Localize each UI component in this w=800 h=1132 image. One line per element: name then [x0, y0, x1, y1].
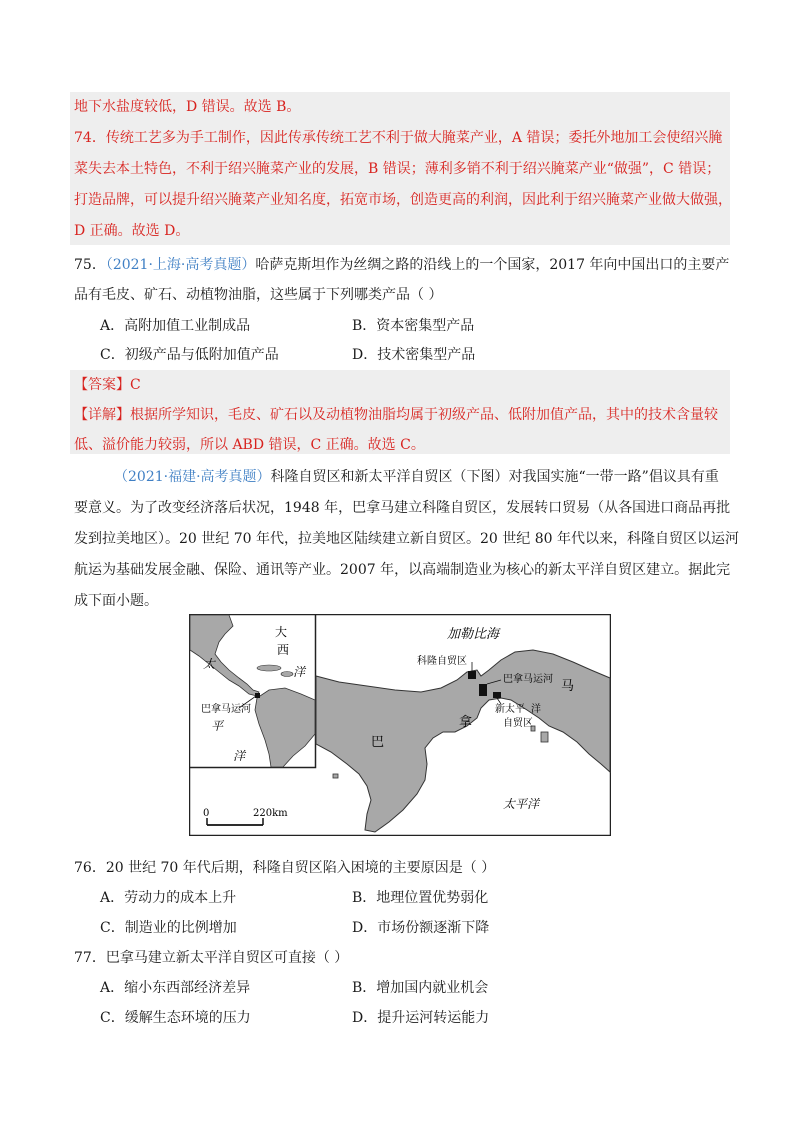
q75-option-c: C．初级产品与低附加值产品 — [100, 347, 279, 363]
label-panama-canal: 巴拿马运河 — [503, 674, 553, 685]
passage-line-1 — [114, 466, 719, 486]
passage-line-3: 发到拉美地区）。20 世纪 70 年代，拉美地区陆续建立新自贸区。20 世纪 80 年代以来，科隆自贸区以运河 — [74, 531, 739, 547]
panama-map — [189, 614, 611, 836]
passage-source: （2021·福建·高考真题） — [114, 469, 271, 485]
label-new-pacific-2: 洋 — [531, 704, 541, 715]
label-pa: 巴 — [371, 735, 385, 750]
q75-stem-line-1 — [74, 254, 729, 274]
inset-label-canal: 巴拿马运河 — [201, 704, 251, 715]
label-caribbean-sea: 加勒比海 — [447, 627, 500, 642]
label-pacific-ocean: 太平洋 — [503, 797, 540, 811]
canal-marker — [479, 684, 487, 696]
inset-label-yang-2: 洋 — [233, 749, 246, 763]
q75-option-a: A．高附加值工业制成品 — [100, 318, 251, 334]
q76-option-a: A．劳动力的成本上升 — [100, 890, 237, 906]
detail-label: 【详解】 — [74, 407, 130, 423]
label-new-pacific-3: 自贸区 — [503, 718, 533, 729]
passage-text: 科隆自贸区和新太平洋自贸区（下图）对我国实施“一带一路”倡议具有重 — [270, 469, 719, 485]
label-ma: 马 — [561, 679, 575, 694]
inset-label-da: 大 — [275, 625, 288, 639]
label-colon-ftz: 科隆自贸区 — [417, 656, 467, 667]
answer-value: C — [130, 377, 141, 393]
inset-label-ping: 平 — [211, 719, 224, 733]
q74-line-2: 菜失去本土特色，不利于绍兴腌菜产业的发展，B 错误；薄利多销不利于绍兴腌菜产业“做强”，C 错误； — [74, 161, 721, 177]
q75-source: （2021·上海·高考真题） — [105, 257, 256, 273]
q75-option-d: D．技术密集型产品 — [352, 347, 476, 363]
q75-answer — [74, 374, 141, 394]
inset-map — [190, 615, 316, 768]
passage-line-5: 成下面小题。 — [74, 593, 158, 609]
inset-label-yang-1: 洋 — [293, 665, 306, 679]
q75-option-b: B．资本密集型产品 — [352, 318, 475, 334]
inset-label-tai: 太 — [203, 657, 216, 671]
q75-stem: 哈萨克斯坦作为丝绸之路的沿线上的一个国家，2017 年向中国出口的主要产 — [255, 257, 730, 273]
q74-line-4: D 正确。故选 D。 — [74, 223, 190, 239]
scale-zero: 0 — [203, 808, 210, 819]
q77-stem: 77．巴拿马建立新太平洋自贸区可直接（ ） — [74, 950, 349, 966]
new-pacific-ftz-marker — [493, 692, 501, 698]
q77-option-b: B．增加国内就业机会 — [352, 980, 489, 996]
q76-option-b: B．地理位置优势弱化 — [352, 890, 489, 906]
answer-73-tail: 地下水盐度较低，D 错误。故选 B。 — [74, 99, 301, 115]
colon-ftz-marker — [468, 671, 476, 679]
passage-line-4: 航运为基础发展金融、保险、通讯等产业。2007 年，以高端制造业为核心的新太平洋自贸区建立。据此完 — [74, 562, 731, 578]
q77-option-c: C．缓解生态环境的压力 — [100, 1010, 251, 1026]
q76-option-c: C．制造业的比例增加 — [100, 920, 237, 936]
q75-detail-line-1 — [74, 404, 718, 424]
inset-label-xi: 西 — [277, 643, 290, 657]
label-na: 拿 — [459, 715, 473, 730]
passage-line-2: 要意义。为了改变经济落后状况，1948 年，巴拿马建立科隆自贸区，发展转口贸易（从各国进口商品再批 — [74, 500, 731, 516]
q77-option-a: A．缩小东西部经济差异 — [100, 980, 251, 996]
panama-map-svg — [189, 614, 611, 836]
label-new-pacific-1: 新太平 — [495, 704, 525, 715]
q75-number: 75． — [74, 257, 106, 273]
q75-stem-line-2: 品有毛皮、矿石、动植物油脂，这些属于下列哪类产品（ ） — [74, 287, 443, 303]
q76-stem: 76．20 世纪 70 年代后期，科隆自贸区陷入困境的主要原因是（ ） — [74, 860, 496, 876]
detail-text: 根据所学知识，毛皮、矿石以及动植物油脂均属于初级产品、低附加值产品，其中的技术含量较 — [130, 407, 718, 423]
answer-label: 【答案】 — [74, 377, 130, 393]
q76-option-d: D．市场份额逐渐下降 — [352, 920, 490, 936]
q75-detail-line-2: 低、溢价能力较弱，所以 ABD 错误，C 正确。故选 C。 — [74, 437, 425, 453]
q74-line-3: 打造品牌，可以提升绍兴腌菜产业知名度，拓宽市场，创造更高的利润，因此利于绍兴腌菜产业做大做强， — [74, 192, 732, 208]
q77-option-d: D．提升运河转运能力 — [352, 1010, 490, 1026]
scale-length: 220km — [253, 808, 288, 819]
q74-line-1: 74．传统工艺多为手工制作，因此传承传统工艺不利于做大腌菜产业，A 错误；委托外地加工会使绍兴腌 — [74, 130, 723, 146]
